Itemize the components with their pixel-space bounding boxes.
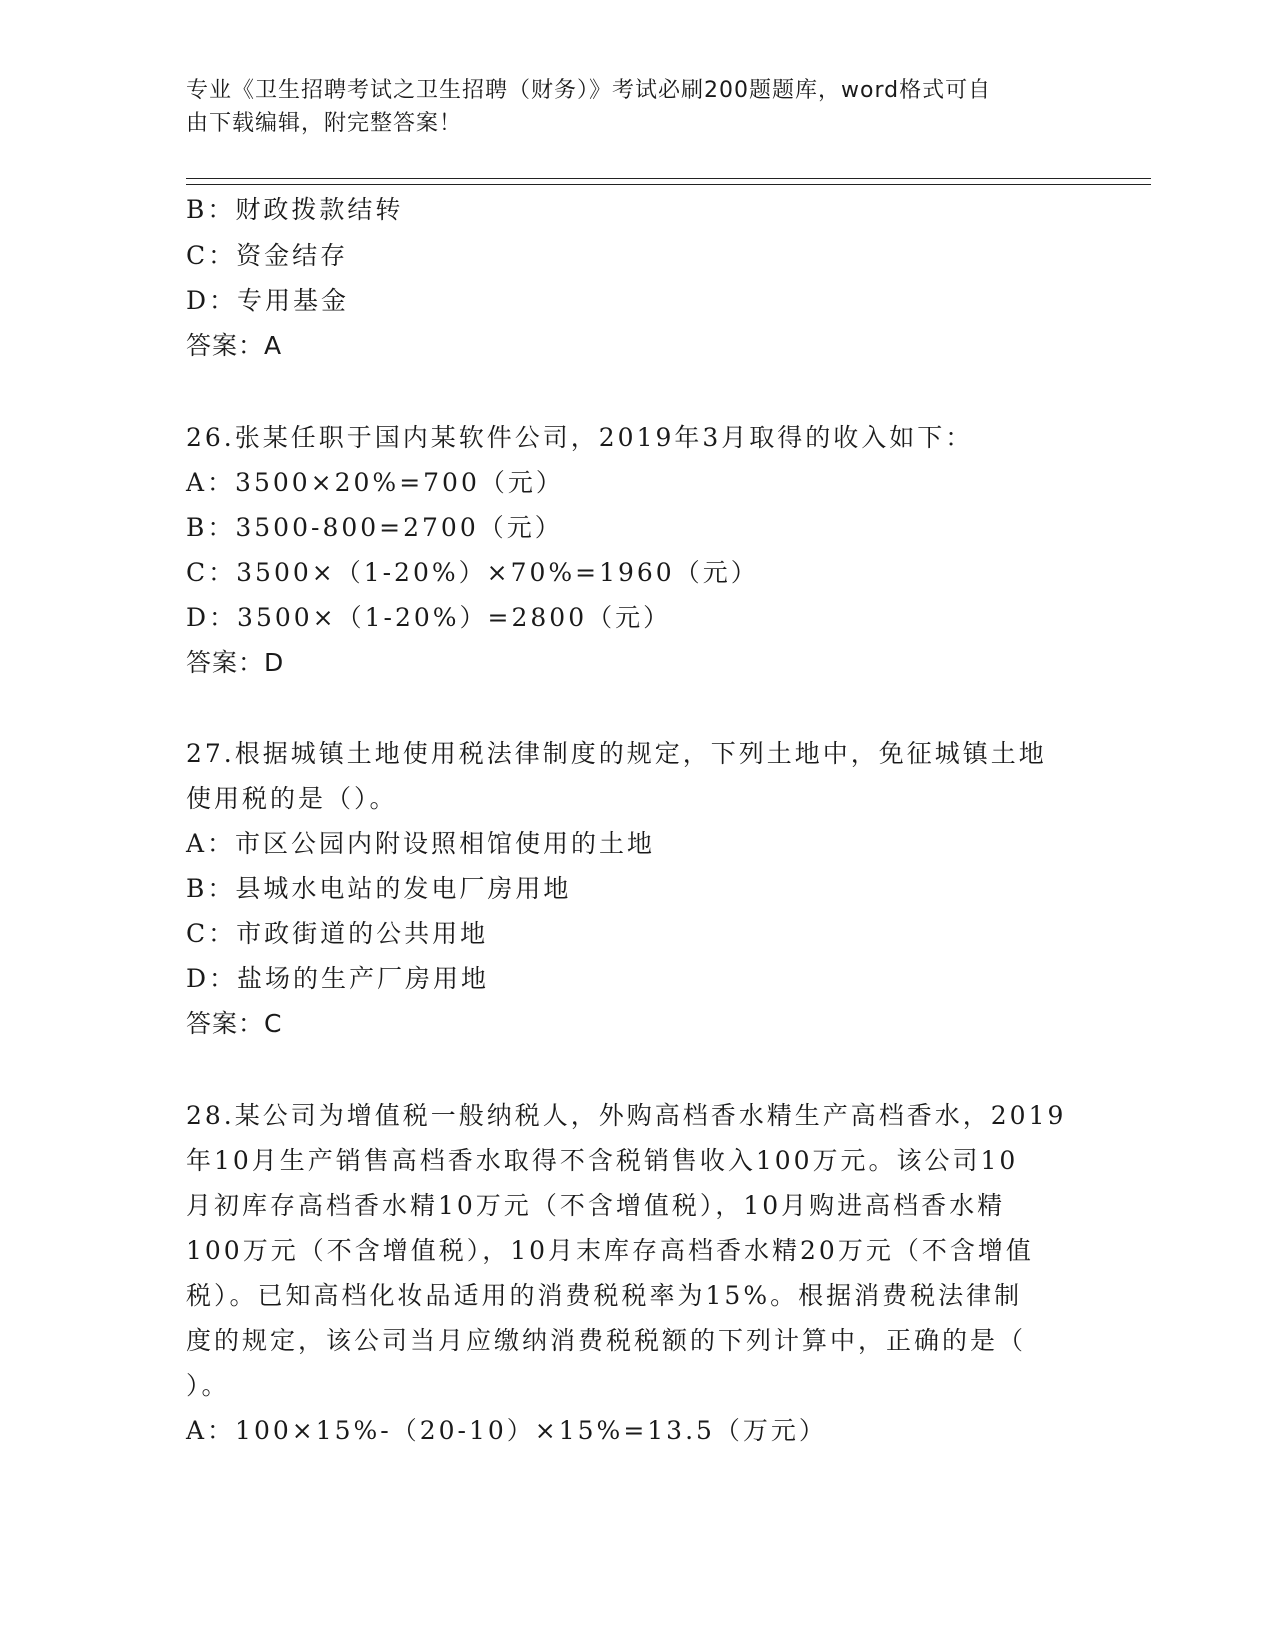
header-divider-bottom xyxy=(186,184,1151,185)
q26-option-b: B：3500-800=2700（元） xyxy=(186,513,563,542)
q28-stem-line-5: 税）。已知高档化妆品适用的消费税税率为15%。根据消费税法律制 xyxy=(186,1281,1023,1310)
header-line-1: 专业《卫生招聘考试之卫生招聘（财务）》考试必刷200题题库，word格式可自 xyxy=(186,78,992,103)
q27-stem-line-2: 使用税的是（）。 xyxy=(186,784,398,813)
q26-option-d: D：3500×（1-20%）=2800（元） xyxy=(186,603,672,632)
q25-option-d: D：专用基金 xyxy=(186,286,350,315)
q27-option-c: C：市政街道的公共用地 xyxy=(186,919,489,948)
q25-answer: 答案：A xyxy=(186,331,283,360)
q25-option-c: C：资金结存 xyxy=(186,241,349,270)
q28-stem-line-7: ）。 xyxy=(186,1371,230,1400)
q27-option-a: A：市区公园内附设照相馆使用的土地 xyxy=(186,829,656,858)
q27-answer: 答案：C xyxy=(186,1009,283,1038)
q28-stem-line-6: 度的规定，该公司当月应缴纳消费税税额的下列计算中，正确的是（ xyxy=(186,1326,1027,1355)
document-header xyxy=(186,74,1066,140)
q27-option-d: D：盐场的生产厂房用地 xyxy=(186,964,490,993)
q26-option-c: C：3500×（1-20%）×70%=1960（元） xyxy=(186,558,759,587)
q27-stem-line-1: 27.根据城镇土地使用税法律制度的规定，下列土地中，免征城镇土地 xyxy=(186,739,1047,768)
header-line-2: 由下载编辑，附完整答案！ xyxy=(186,111,463,136)
header-divider-top xyxy=(186,178,1151,179)
q27-option-b: B：县城水电站的发电厂房用地 xyxy=(186,874,572,903)
q25-option-b: B：财政拨款结转 xyxy=(186,195,404,224)
q28-option-a: A：100×15%-（20-10）×15%=13.5（万元） xyxy=(186,1416,827,1445)
q28-stem-line-2: 年10月生产销售高档香水取得不含税销售收入100万元。该公司10 xyxy=(186,1146,1019,1175)
q28-stem-line-4: 100万元（不含增值税），10月末库存高档香水精20万元（不含增值 xyxy=(186,1236,1034,1265)
q28-stem-line-1: 28.某公司为增值税一般纳税人，外购高档香水精生产高档香水，2019 xyxy=(186,1101,1067,1130)
q26-option-a: A：3500×20%=700（元） xyxy=(186,468,564,497)
q26-answer: 答案：D xyxy=(186,648,285,677)
q26-stem: 26.张某任职于国内某软件公司，2019年3月取得的收入如下： xyxy=(186,423,974,452)
q28-stem-line-3: 月初库存高档香水精10万元（不含增值税），10月购进高档香水精 xyxy=(186,1191,1006,1220)
